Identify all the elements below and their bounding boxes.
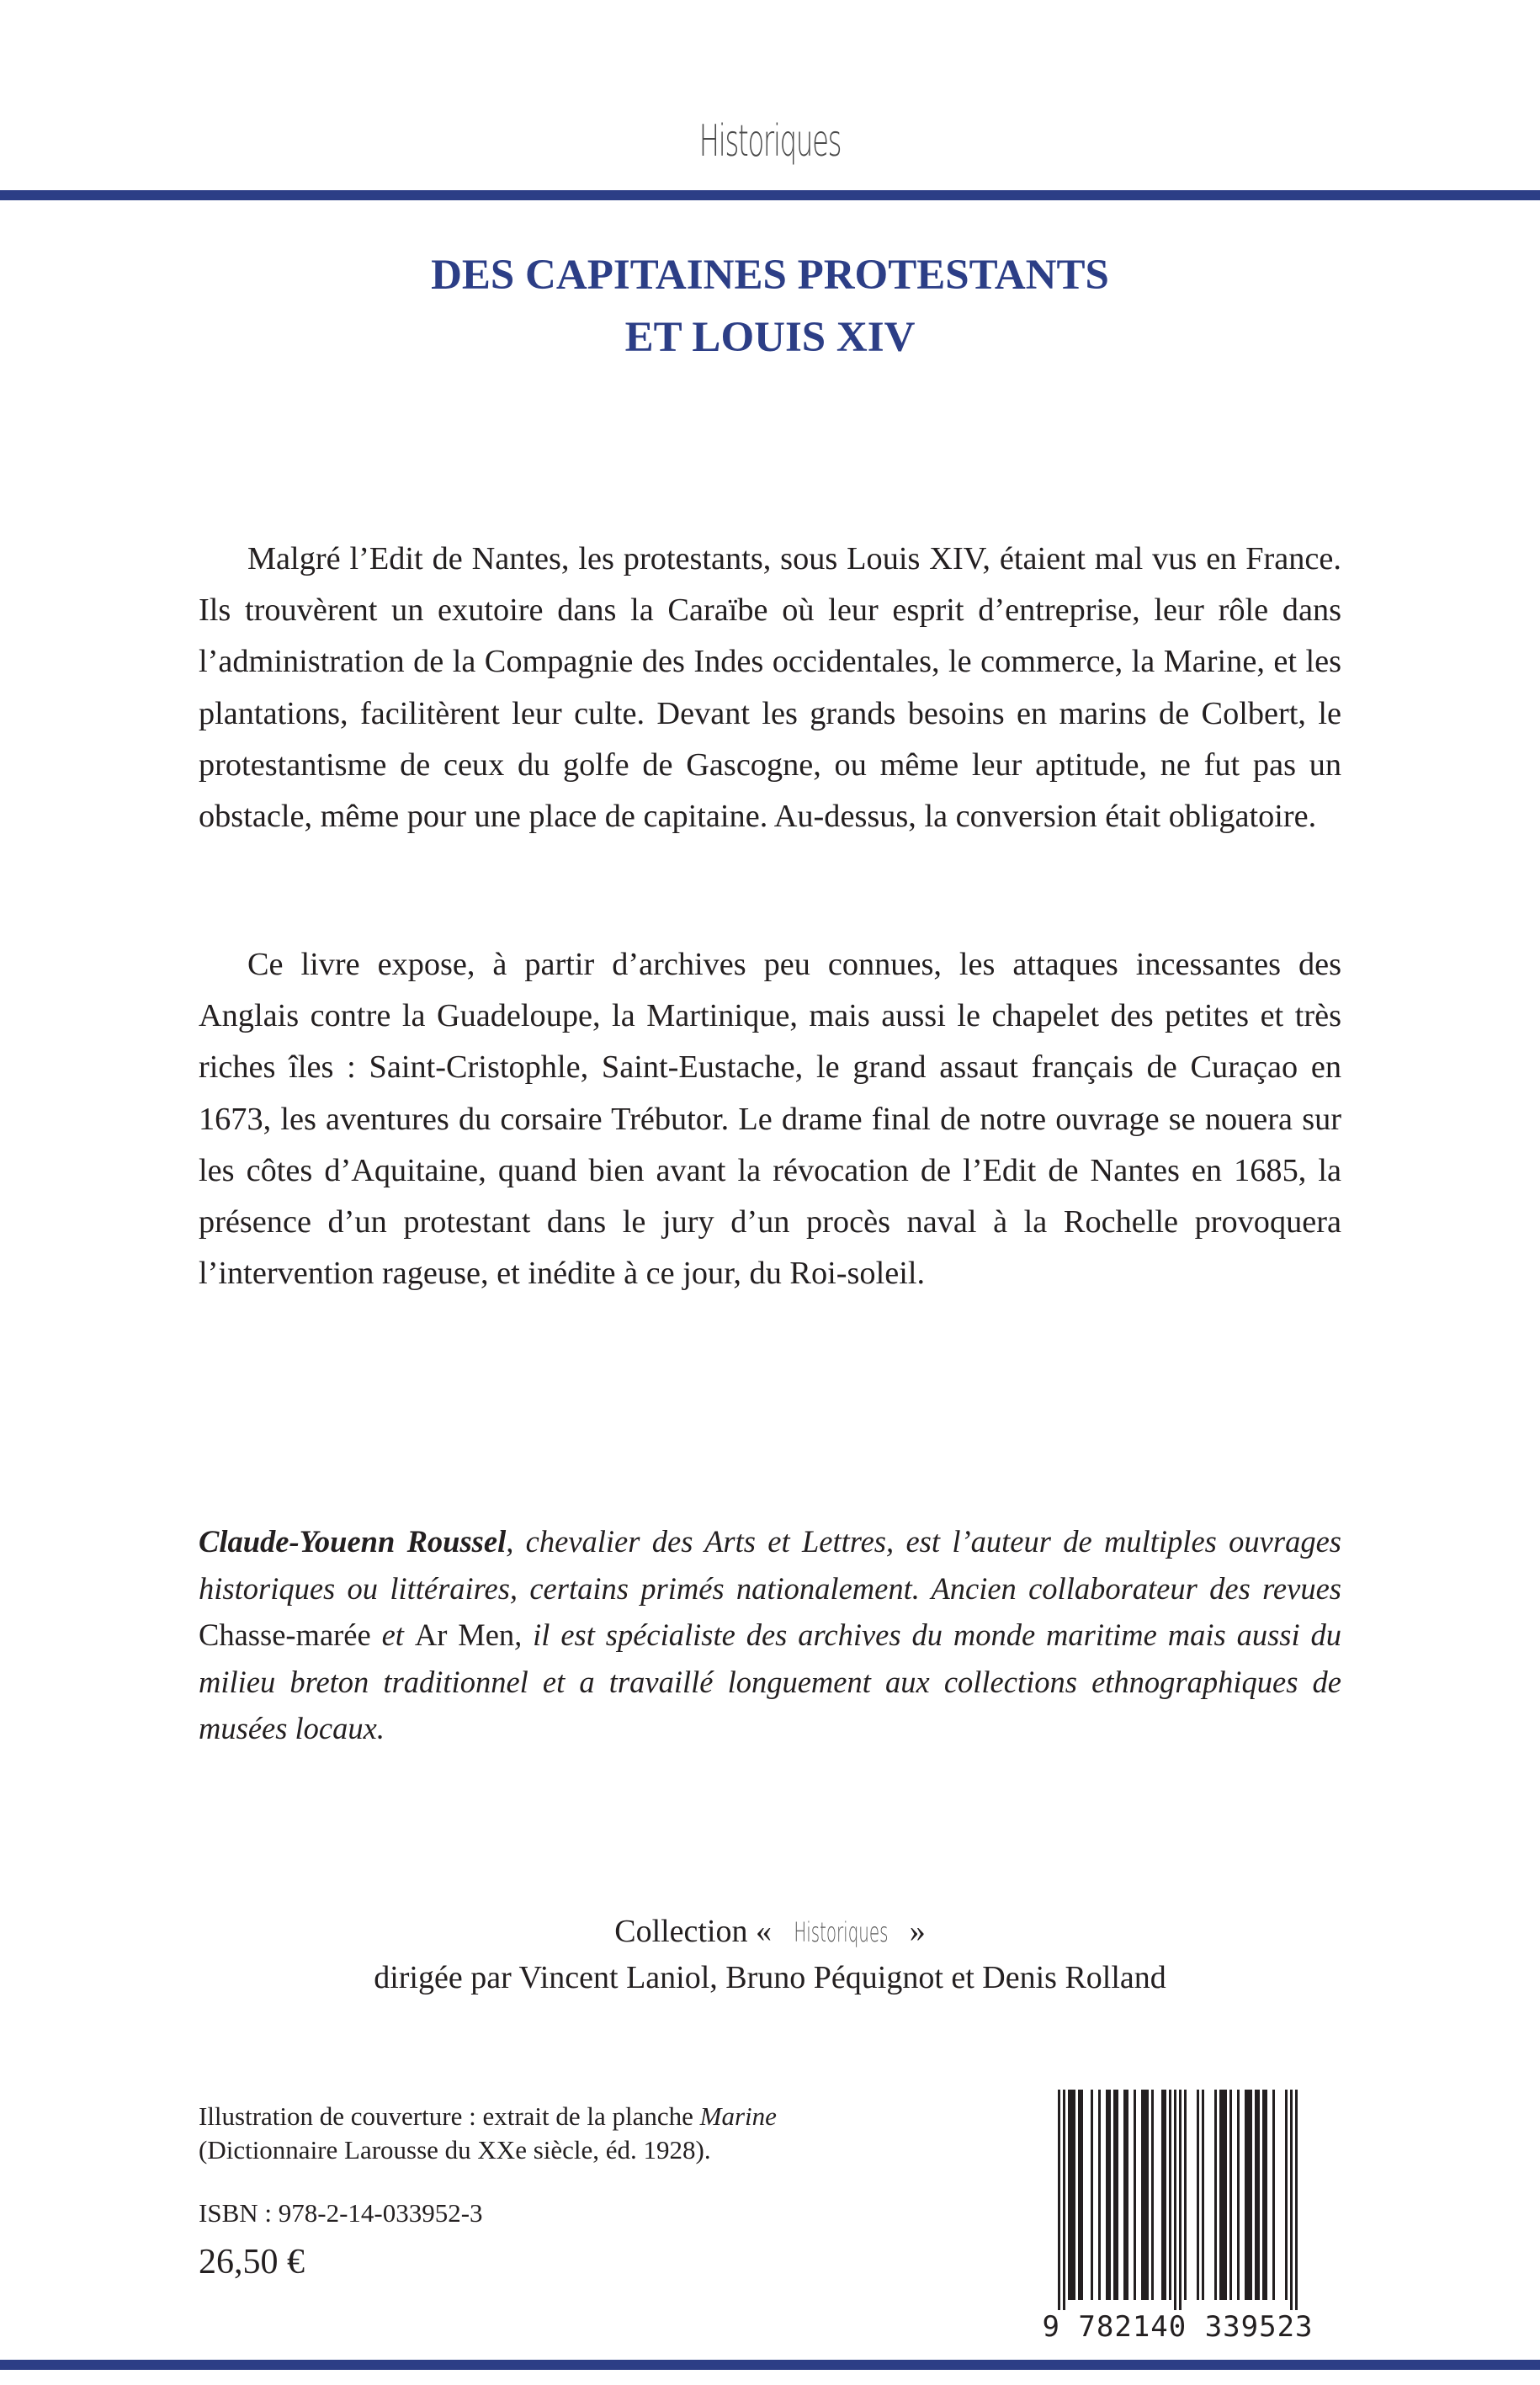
collection-series-name: Historiques bbox=[793, 1916, 888, 1948]
series-header: Historiques bbox=[698, 116, 842, 167]
author-bio-conjunction: et bbox=[370, 1617, 415, 1652]
barcode-bar bbox=[1229, 2090, 1232, 2300]
barcode-bar bbox=[1272, 2090, 1275, 2300]
barcode-bar bbox=[1108, 2090, 1111, 2300]
barcode-bar bbox=[1134, 2090, 1136, 2300]
collection-line bbox=[0, 1909, 1540, 1955]
barcode-bar bbox=[1091, 2090, 1093, 2300]
barcode-bar bbox=[1161, 2090, 1164, 2300]
barcode-bar bbox=[1265, 2090, 1267, 2300]
barcode-bar bbox=[1106, 2090, 1108, 2300]
author-bio-text-2: , il est spécialiste des archives du monde maritime mais aussi du milieu breton traditionnel et a travaillé longuement aux collections ethnographiques de musées locaux. bbox=[199, 1617, 1342, 1745]
barcode-bar bbox=[1146, 2090, 1149, 2300]
magazine-name-2: Ar Men bbox=[414, 1617, 515, 1652]
barcode-bar bbox=[1219, 2090, 1222, 2300]
barcode-bar bbox=[1169, 2090, 1171, 2300]
illustration-credit-title: Marine bbox=[699, 2101, 777, 2131]
barcode-bar bbox=[1164, 2090, 1166, 2300]
barcode-bars bbox=[1033, 2090, 1323, 2310]
barcode-bar bbox=[1214, 2090, 1217, 2300]
barcode-bar bbox=[1197, 2090, 1199, 2300]
barcode-bar bbox=[1144, 2090, 1146, 2300]
bottom-rule bbox=[0, 2360, 1540, 2370]
barcode-bar bbox=[1222, 2090, 1224, 2300]
barcode-bar bbox=[1245, 2090, 1247, 2300]
barcode-bar bbox=[1151, 2090, 1154, 2300]
blurb-paragraph-1: Malgré l’Edit de Nantes, les protestants, sous Louis XIV, étaient mal vus en France. Ils trouvèrent un exutoire dans la Caraïbe où leur esprit d’entreprise, leur rôle dans l’administration de la Compagnie des Indes occidentales, le commerce, la Marine, et les plantations, facilitèrent leur culte. Devant les grands besoins en marins de Colbert, le protestantisme de ceux du golfe de Gascogne, ou même leur aptitude, ne fut pas un obstacle, même pour une place de capitaine. Au-dessus, la conversion était obligatoire. bbox=[199, 541, 1341, 835]
barcode-bar bbox=[1070, 2090, 1073, 2300]
barcode-bar bbox=[1174, 2090, 1176, 2310]
author-bio bbox=[199, 1518, 1341, 1752]
barcode-bar bbox=[1141, 2090, 1144, 2300]
illustration-credit-line bbox=[199, 2100, 777, 2133]
barcode-bar bbox=[1237, 2090, 1240, 2300]
barcode-bar bbox=[1224, 2090, 1227, 2300]
collection-close-quote: » bbox=[909, 1914, 926, 1949]
illustration-credit-source: (Dictionnaire Larousse du XXe siècle, éd. 1928). bbox=[199, 2135, 711, 2165]
collection-label: Collection « bbox=[614, 1914, 773, 1949]
barcode-bar bbox=[1262, 2090, 1265, 2300]
barcode-bar bbox=[1113, 2090, 1116, 2300]
barcode-bar bbox=[1081, 2090, 1083, 2300]
author-name: Claude-Youenn Roussel bbox=[199, 1524, 507, 1559]
blurb-paragraph-2: Ce livre expose, à partir d’archives peu connues, les attaques incessantes des Anglais contre la Guadeloupe, la Martinique, mais aussi le chapelet des petites et très riches îles : Saint-Cristophle, Saint-Eustache, le grand assaut français de Curaçao en 1673, les aventures du corsaire Trébutor. Le drame final de notre ouvrage se nouera sur les côtes d’Aquitaine, quand bien avant la révocation de l’Edit de Nantes en 1685, la présence d’un protestant dans le jury d’un procès naval à la Rochelle provoquera l’intervention rageuse, et inédite à ce jour, du Roi-soleil. bbox=[199, 947, 1341, 1292]
illustration-credit-prefix: Illustration de couverture : extrait de la planche bbox=[199, 2101, 700, 2131]
magazine-name-1: Chasse-marée bbox=[199, 1617, 371, 1652]
collection-info bbox=[0, 1909, 1540, 2000]
collection-directors: dirigée par Vincent Laniol, Bruno Péquignot et Denis Rolland bbox=[374, 1960, 1166, 1995]
barcode bbox=[1033, 2090, 1323, 2346]
author-bio-text-1: , chevalier des Arts et Lettres, est l’auteur de multiples ouvrages historiques ou littéraires, certains primés nationalement. Ancien collaborateur des revues bbox=[199, 1524, 1341, 1606]
barcode-bar bbox=[1098, 2090, 1101, 2300]
barcode-bar bbox=[1068, 2090, 1070, 2300]
barcode-bar bbox=[1250, 2090, 1252, 2300]
isbn: ISBN : 978-2-14-033952-3 bbox=[199, 2198, 483, 2228]
barcode-bar bbox=[1078, 2090, 1081, 2300]
barcode-bar bbox=[1295, 2090, 1298, 2310]
top-rule bbox=[0, 190, 1540, 200]
price: 26,50 € bbox=[199, 2243, 305, 2281]
barcode-bar bbox=[1285, 2090, 1288, 2300]
barcode-bar bbox=[1255, 2090, 1257, 2300]
barcode-bar bbox=[1063, 2090, 1065, 2310]
book-title-line-2: ET LOUIS XIV bbox=[624, 314, 916, 361]
barcode-bar bbox=[1202, 2090, 1204, 2300]
barcode-bar bbox=[1058, 2090, 1060, 2310]
barcode-bar bbox=[1179, 2090, 1182, 2310]
book-title-line-1: DES CAPITAINES PROTESTANTS bbox=[431, 252, 1109, 299]
barcode-bar bbox=[1073, 2090, 1075, 2300]
barcode-bar bbox=[1126, 2090, 1128, 2300]
barcode-bar bbox=[1184, 2090, 1187, 2300]
barcode-bar bbox=[1257, 2090, 1260, 2300]
barcode-digits: 9 782140 339523 bbox=[1042, 2310, 1314, 2344]
barcode-bar bbox=[1290, 2090, 1293, 2310]
barcode-bar bbox=[1116, 2090, 1118, 2300]
barcode-bar bbox=[1247, 2090, 1250, 2300]
barcode-bar bbox=[1123, 2090, 1126, 2300]
cover-credits bbox=[199, 2100, 777, 2167]
book-title bbox=[0, 244, 1540, 369]
